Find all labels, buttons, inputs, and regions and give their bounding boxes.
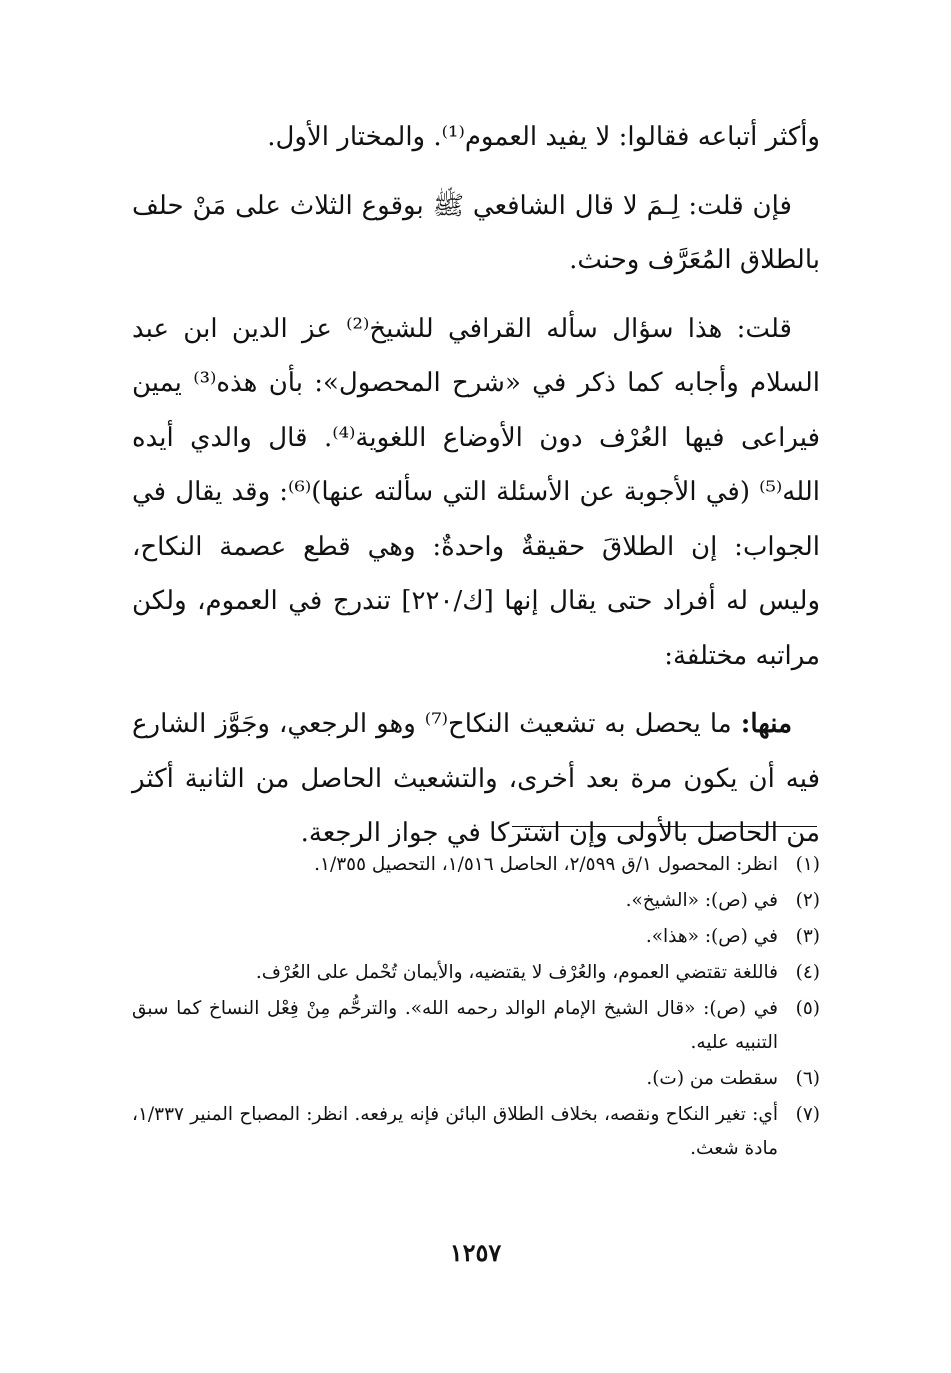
footnote-number: (٢)	[795, 890, 820, 911]
paragraph-4	[132, 697, 820, 861]
main-text	[132, 110, 820, 875]
footnote-text: في (ص): «الشيخ».	[625, 890, 778, 911]
footnote-6	[132, 1062, 820, 1096]
lead-word: منها:	[740, 709, 792, 739]
footnote-5	[132, 992, 820, 1060]
footnote-text: فاللغة تقتضي العموم، والعُرْف لا يقتضيه، والأيمان تُحْمل على العُرْف.	[255, 962, 778, 983]
footnote-4	[132, 956, 820, 990]
paragraph-4-text: ما يحصل به تشعيث النكاح⁽⁷⁾ وهو الرجعي، وجَوَّز الشارع فيه أن يكون مرة بعد أخرى، والتشعيث الحاصل من الثانية أكثر من الحاصل بالأولى وإن اشتركا في جواز الرجعة.	[132, 709, 820, 848]
footnote-7	[132, 1098, 820, 1166]
page-number: ١٢٥٧	[449, 1238, 502, 1267]
footnotes	[132, 848, 820, 1168]
footnote-number: (١)	[795, 854, 820, 875]
footnote-text: انظر: المحصول ١/ق ٢/٥٩٩، الحاصل ١/٥١٦، التحصيل ١/٣٥٥.	[314, 854, 778, 875]
footnote-number: (٤)	[795, 962, 820, 983]
footnote-number: (٧)	[795, 1104, 820, 1125]
footnote-1	[132, 848, 820, 882]
footnote-number: (٣)	[795, 926, 820, 947]
footnote-number: (٥)	[795, 998, 820, 1019]
footnote-text: أي: تغير النكاح ونقصه، بخلاف الطلاق البائن فإنه يرفعه. انظر: المصباح المنير ١/٣٣٧، مادة شعث.	[132, 1104, 778, 1159]
paragraph-3: قلت: هذا سؤال سأله القرافي للشيخ⁽²⁾ عز الدين ابن عبد السلام وأجابه كما ذكر في «شرح المحصول»: بأن هذه⁽³⁾ يمين فيراعى فيها العُرْف دون الأوضاع اللغوية⁽⁴⁾. قال والدي أيده الله⁽⁵⁾ (في الأجوبة عن الأسئلة التي سألته عنها)⁽⁶⁾: وقد يقال في الجواب: إن الطلاقَ حقيقةٌ واحدةٌ: وهي قطع عصمة النكاح، وليس له أفراد حتى يقال إنها [ك/٢٢٠] تندرج في العموم، ولكن مراتبه مختلفة:	[132, 313, 821, 671]
paragraph-2: فإن قلت: لِـمَ لا قال الشافعي ﷺ بوقوع الثلاث على مَنْ حلف بالطلاق المُعَرَّف وحنث.	[132, 190, 820, 275]
footnote-number: (٦)	[795, 1068, 820, 1089]
footnote-separator	[512, 826, 817, 827]
footnote-text: في (ص): «هذا».	[645, 926, 778, 947]
footnote-text: في (ص): «قال الشيخ الإمام الوالد رحمه الله». والترحُّم مِنْ فِعْل النساخ كما سبق التنبيه عليه.	[132, 998, 778, 1053]
paragraph-1: وأكثر أتباعه فقالوا: لا يفيد العموم⁽¹⁾. والمختار الأول.	[267, 122, 820, 152]
footnote-3	[132, 920, 820, 954]
footnote-2	[132, 884, 820, 918]
footnote-text: سقطت من (ت).	[646, 1068, 778, 1089]
